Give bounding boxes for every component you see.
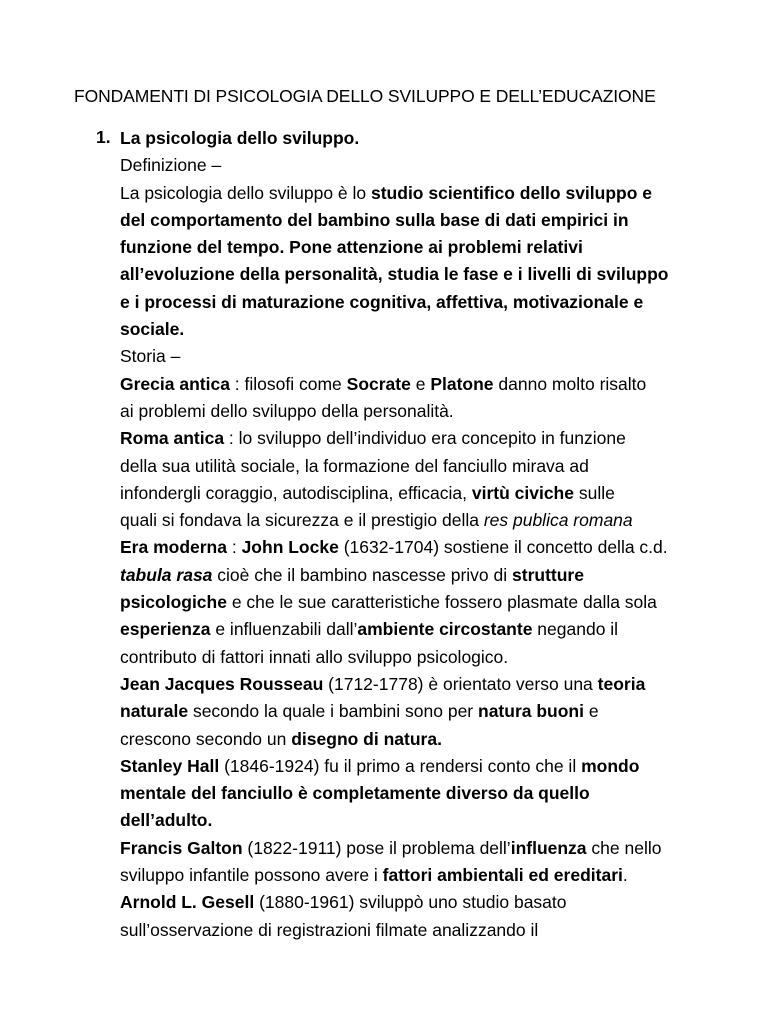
history-rome: Roma antica : lo sviluppo dell’individuo era concepito in funzione della sua utilità sociale, la formazione del fanciullo mirava ad infondergli coraggio, autodisciplina, efficacia, virtù civiche sulle quali si fondava la sicurezza e il prestigio della res publica romana (120, 428, 633, 531)
history-greece: Grecia antica : filosofi come Socrate e Platone danno molto risalto ai problemi dello sviluppo della personalità. (120, 373, 647, 421)
history-rousseau: Jean Jacques Rousseau (1712-1778) è orientato verso una teoria naturale secondo la quale i bambini sono per natura buoni e crescono secondo un disegno di natura. (120, 673, 646, 749)
history-label: Storia – (120, 346, 181, 367)
history-galton: Francis Galton (1822-1911) pose il problema dell’influenza che nello sviluppo infantile possono avere i fattori ambientali ed ereditari. (120, 837, 662, 886)
document-title: FONDAMENTI DI PSICOLOGIA DELLO SVILUPPO E DELL’EDUCAZIONE (74, 86, 656, 106)
history-gesell: Arnold L. Gesell (1880-1961) sviluppò uno studio basato sull’osservazione di registrazioni filmate analizzando il (120, 892, 567, 940)
section-number: 1. (96, 127, 111, 147)
definition-label: Definizione – (120, 155, 222, 176)
section-heading: La psicologia dello sviluppo. (120, 128, 360, 148)
definition-paragraph: La psicologia dello sviluppo è lo studio scientifico dello sviluppo e del comportamento del bambino sulla base di dati empirici in funzione del tempo. Pone attenzione ai problemi relativi all’evoluzione della personalità, studia le fase e i livelli di sviluppo e i processi di maturazione cognitiva, affettiva, motivazionale e sociale. (120, 182, 669, 340)
history-hall: Stanley Hall (1846-1924) fu il primo a rendersi conto che il mondo mentale del fanciullo è completamente diverso da quello dell’adulto. (120, 755, 640, 831)
section-body (120, 125, 716, 944)
history-modern: Era moderna : John Locke (1632-1704) sostiene il concetto della c.d. tabula rasa cioè che il bambino nascesse privo di strutture psicologiche e che le sue caratteristiche fossero plasmate dalla sola esperienza e influenzabili dall’ambiente circostante negando il contributo di fattori innati allo sviluppo psicologico. (120, 537, 668, 667)
